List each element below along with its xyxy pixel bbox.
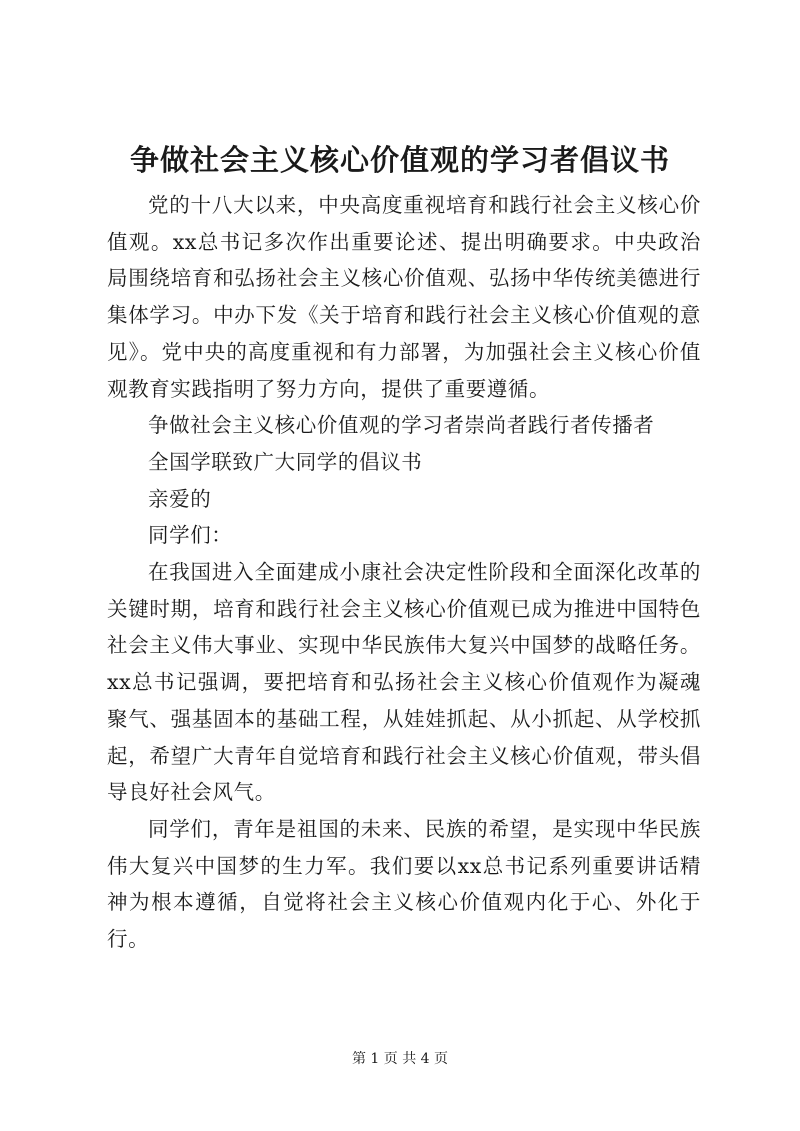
- document-title: 争做社会主义核心价值观的学习者倡议书: [129, 143, 670, 177]
- document-body: [107, 187, 701, 958]
- paragraph: 争做社会主义核心价值观的学习者崇尚者践行者传播者: [148, 413, 655, 438]
- paragraph: 在我国进入全面建成小康社会决定性阶段和全面深化改革的关键时期，培育和践行社会主义核心价值观已成为推进中国特色社会主义伟大事业、实现中华民族伟大复兴中国梦的战略任务。xx总书记强调，要把培育和弘扬社会主义核心价值观作为凝魂聚气、强基固本的基础工程，从娃娃抓起、从小抓起、从学校抓起，希望广大青年自觉培育和践行社会主义核心价值观，带头倡导良好社会风气。: [107, 560, 701, 805]
- paragraph: 同学们，青年是祖国的未来、民族的希望，是实现中华民族伟大复兴中国梦的生力军。我们要以xx总书记系列重要讲话精神为根本遵循，自觉将社会主义核心价值观内化于心、外化于行。: [107, 816, 701, 952]
- page-footer: 第 1 页 共 4 页: [351, 1051, 449, 1067]
- paragraph: 党的十八大以来，中央高度重视培育和践行社会主义核心价值观。xx总书记多次作出重要论述、提出明确要求。中央政治局围绕培育和弘扬社会主义核心价值观、弘扬中华传统美德进行集体学习。中办下发《关于培育和践行社会主义核心价值观的意见》。党中央的高度重视和有力部署，为加强社会主义核心价值观教育实践指明了努力方向，提供了重要遵循。: [107, 193, 701, 401]
- paragraph: 全国学联致广大同学的倡议书: [148, 449, 423, 474]
- paragraph: 同学们：: [148, 523, 233, 548]
- paragraph: 亲爱的: [148, 486, 212, 511]
